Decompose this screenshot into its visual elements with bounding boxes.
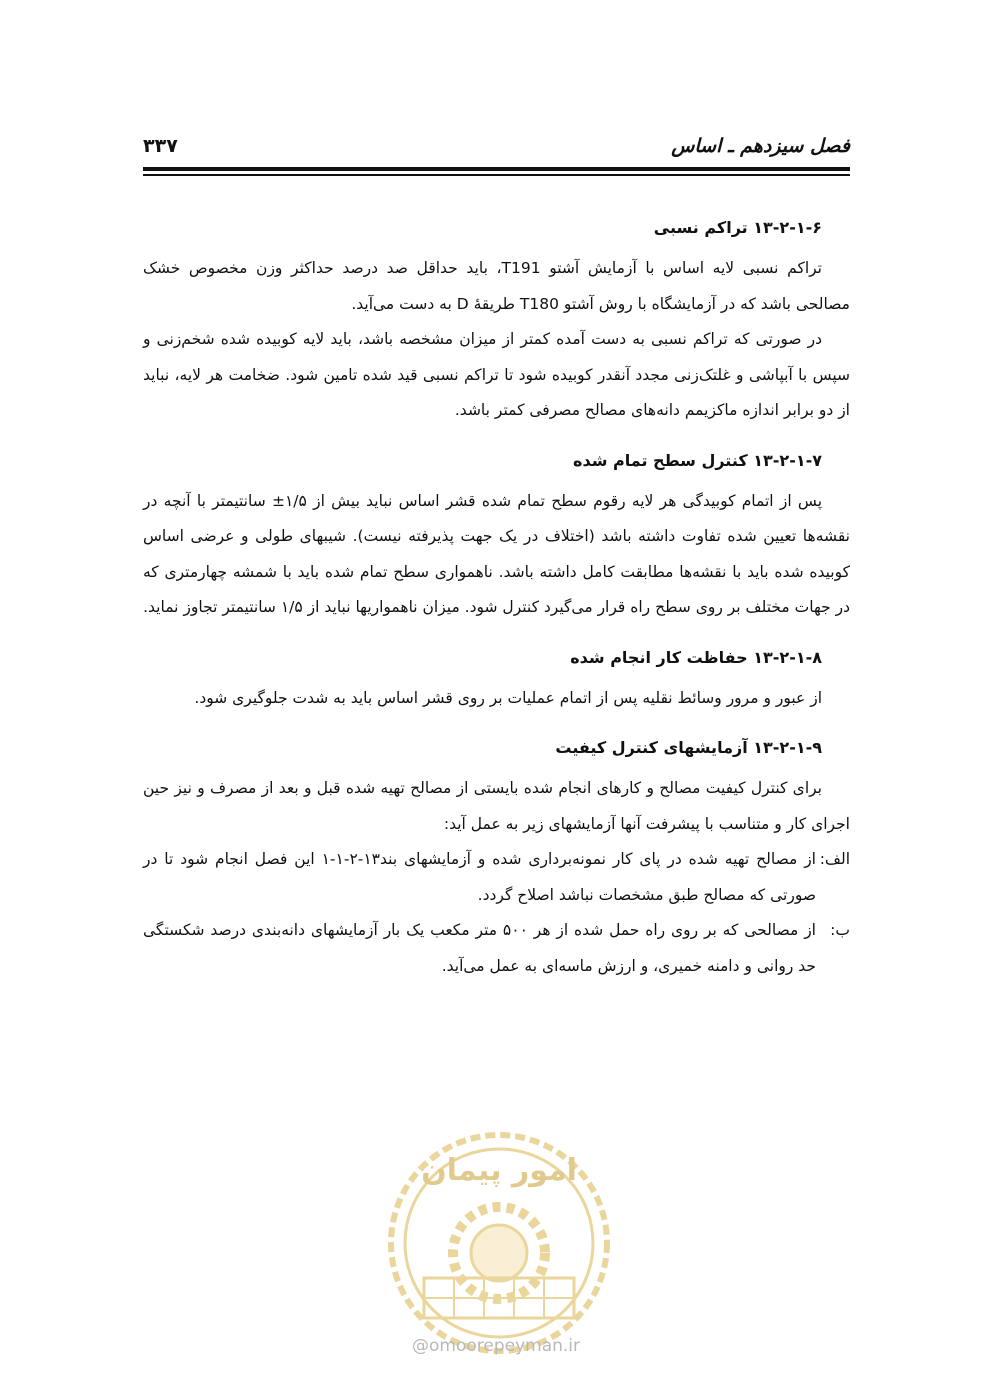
paragraph: تراکم نسبی لایه اساس با آزمایش آشتو T191، باید حداقل صد درصد حداکثر وزن مخصوص خشک مصالحی باشد که در آزمایشگاه با روش آشتو T180 طریقهٔ D به دست می‌آید. bbox=[143, 259, 850, 313]
list-marker: ب: bbox=[830, 921, 850, 939]
paragraph: برای کنترل کیفیت مصالح و کارهای انجام شده بایستی از مصالح تهیه شده قبل و بعد از مصرف و نیز حین اجرای کار و متناسب با پیشرفت آنها آزمایشهای زیر به عمل آید: bbox=[143, 779, 850, 833]
watermark-url: @omoorepeyman.ir bbox=[411, 1336, 581, 1356]
list-text: از مصالحی که بر روی راه حمل شده از هر ۵۰۰ متر مکعب یک بار آزمایشهای دانه‌بندی درصد شکستگی حد روانی و دامنه خمیری، و ارزش ماسه‌ای به عمل می‌آید. bbox=[143, 921, 816, 975]
section-quality-tests bbox=[143, 730, 850, 984]
paragraph: پس از اتمام کوبیدگی هر لایه رقوم سطح تمام شده قشر اساس نباید بیش از ۱/۵± سانتیمتر با آنچه در نقشه‌ها تعیین شده تفاوت داشته باشد (اختلاف در یک جهت پذیرفته نیست). شیبهای طولی و عرضی اساس کوبیده شده باید با نقشه‌ها مطابقت کامل داشته باشد. ناهمواری سطح تمام شده باید با شمشه چهارمتری که در جهات مختلف بر روی سطح راه قرار می‌گیرد کنترل شود. میزان ناهمواریها نباید از ۱/۵ سانتیمتر تجاوز نماید. bbox=[143, 491, 850, 616]
list-marker: الف: bbox=[819, 850, 850, 868]
section-heading: ۱۳-۲-۱-۶ تراکم نسبی bbox=[653, 218, 822, 237]
header-rule-thick bbox=[143, 167, 850, 171]
paragraph: از عبور و مرور وسائط نقلیه پس از اتمام عملیات بر روی قشر اساس باید به شدت جلوگیری شود. bbox=[194, 688, 822, 707]
chapter-title: فصل سیزدهم ـ اساس bbox=[671, 135, 850, 157]
section-heading: ۱۳-۲-۱-۸ حفاظت کار انجام شده bbox=[570, 647, 822, 667]
running-header bbox=[143, 128, 850, 164]
section-surface-control bbox=[143, 443, 850, 626]
header-rule-thin bbox=[143, 174, 850, 176]
list-text: از مصالح تهیه شده در پای کار نمونه‌برداری شده و آزمایشهای بند۱۳-۲-۱-۱ این فصل انجام شود تا در صورتی که مصالح طبق مشخصات نباشد اصلاح گردد. bbox=[143, 850, 816, 904]
paragraph: در صورتی که تراکم نسبی به دست آمده کمتر از میزان مشخصه باشد، باید لایه کوبیده شده شخم‌زنی و سپس با آبپاشی و غلتک‌زنی مجدد آنقدر کوبیده شود تا تراکم نسبی قید شده تامین شود. ضخامت هر لایه، نباید از دو برابر اندازه ماکزیمم دانه‌های مصالح مصرفی کمتر باشد. bbox=[143, 330, 850, 419]
list-item bbox=[143, 913, 850, 984]
list-item bbox=[143, 842, 850, 913]
section-heading: ۱۳-۲-۱-۷ کنترل سطح تمام شده bbox=[573, 450, 822, 470]
page-content bbox=[143, 210, 850, 998]
page-number: ۳۳۷ bbox=[143, 135, 178, 157]
seal-text: امور پیمان bbox=[421, 1153, 577, 1188]
section-work-protection bbox=[143, 640, 850, 717]
section-relative-compaction bbox=[143, 210, 850, 429]
watermark-seal-icon bbox=[384, 1128, 614, 1358]
section-heading: ۱۳-۲-۱-۹ آزمایشهای کنترل کیفیت bbox=[555, 738, 822, 757]
